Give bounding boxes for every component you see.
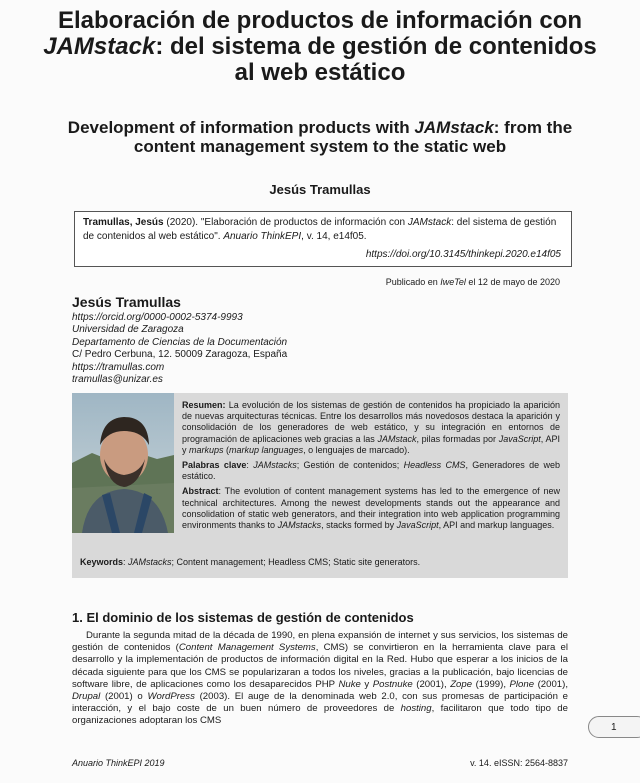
body-italic: Nuke [338, 678, 361, 690]
title-es-text: Elaboración de productos de información con [57, 7, 583, 34]
abstract-italic: JAMstacks [277, 520, 322, 531]
body-part: (2001), [534, 678, 569, 690]
author-email[interactable]: tramullas@unizar.es [72, 374, 163, 386]
palabras-part: , Generadores de web estático. [182, 460, 560, 482]
keywords-line [80, 557, 560, 567]
published-site: IweTel [440, 277, 466, 287]
author-address: C/ Pedro Cerbuna, 12. 50009 Zaragoza, España [72, 349, 288, 361]
author-name: Jesús Tramullas [72, 294, 181, 310]
body-part: , facilitaron que todo tipo de organizaciones adoptaran los CMS [72, 703, 568, 727]
abstract-part: : The evolution of content management systems has led to the emergence of new technical architectures. Among the newest developments stands out the appearance and consolidation of static web generators, and their integration into web application programming environments thanks to [182, 486, 560, 531]
palabras-part: : [246, 460, 254, 471]
keywords-italic: JAMstacks [128, 557, 172, 567]
resumen-part: , o lenguajes de marcado). [303, 444, 410, 455]
citation-box [74, 211, 572, 267]
author-photo [72, 393, 174, 533]
abstract-box [72, 393, 568, 578]
resumen-italic: markups [189, 444, 224, 455]
orcid-link[interactable]: https://orcid.org/0000-0002-5374-9993 [72, 312, 243, 323]
body-part: (2001) o [100, 691, 148, 703]
body-part: (2001), [412, 678, 451, 690]
author-info [72, 293, 287, 386]
citation-part: , v. 14, e14f05. [301, 231, 367, 242]
title-en-text: Development of information products with [67, 118, 415, 137]
resumen-italic: markup languages [229, 444, 304, 455]
citation-author: Tramullas, Jesús [83, 217, 164, 228]
footer-issn: v. 14. eISSN: 2564-8837 [470, 758, 568, 768]
abstract-italic: JavaScript [396, 520, 439, 531]
footer-journal: Anuario ThinkEPI 2019 [72, 758, 165, 768]
resumen-italic: JavaScript [498, 433, 541, 444]
body-italic: hosting [400, 703, 432, 715]
abstract-part: , API and markup languages. [438, 520, 555, 531]
resumen-italic: JAMstack [377, 433, 417, 444]
body-italic: Zope [450, 678, 473, 690]
resumen-part: ( [223, 444, 230, 455]
body-text [72, 630, 568, 728]
palabras-italic: Headless CMS [403, 460, 466, 471]
body-italic: WordPress [147, 691, 195, 703]
keywords-part: : [123, 557, 129, 567]
citation-italic: JAMstack [407, 217, 452, 228]
resumen-label: Resumen: [182, 400, 226, 410]
palabras-label: Palabras clave [182, 460, 247, 471]
page-number-badge[interactable]: 1 [588, 716, 640, 738]
abstract-label: Abstract [182, 486, 219, 497]
abstract-text [182, 400, 560, 535]
author-university: Universidad de Zaragoza [72, 324, 184, 336]
body-italic: Plone [509, 678, 535, 690]
title-es-italic: JAMstack [43, 33, 156, 60]
title-en-italic: JAMstack [414, 118, 494, 137]
published-note [386, 277, 560, 287]
author-website[interactable]: https://tramullas.com [72, 361, 165, 373]
keywords-part: ; Content management; Headless CMS; Static site generators. [171, 557, 421, 567]
published-suffix: el 12 de mayo de 2020 [465, 277, 560, 287]
title-en-text-end: : from the content management system to the static web [133, 118, 573, 156]
body-italic: Postnuke [372, 678, 413, 690]
palabras-paragraph [182, 460, 560, 482]
author-photo-graphic [72, 393, 174, 533]
palabras-italic: JAMstacks [253, 460, 297, 471]
citation-journal: Anuario ThinkEPI [223, 231, 302, 242]
published-prefix: Publicado en [385, 277, 441, 287]
body-italic: Drupal [72, 691, 101, 703]
palabras-part: ; Gestión de contenidos; [296, 460, 404, 471]
author-heading: Jesús Tramullas [269, 182, 371, 197]
body-part: y [360, 678, 373, 690]
body-part: Durante la segunda mitad de la década de 1990, en plena expansión de internet y sus servicios, los sistemas de gestión de contenidos ( [72, 630, 568, 654]
author-department: Departamento de Ciencias de la Documentación [72, 336, 288, 348]
resumen-part: , API y [182, 433, 560, 455]
body-part: , CMS) se convirtieron en la herramienta clave para el desarrollo y la implementación de productos de información digital en la Red. Hubo que esperar a los inicios de la década siguiente para que los CMS se popularizaran a todos los niveles, gracias a la publicación, bajo licencias de software libre, de aplicaciones como los desaparecidos PHP [72, 642, 568, 690]
citation-part: : del sistema de gestión de contenidos al web estático". [83, 217, 557, 242]
body-italic: Content Management Systems [178, 642, 316, 654]
body-part: (2003). El auge de la denominada web 2.0, con sus promesas de participación e interacción, y el bajo coste de un buen número de proveedores de [72, 691, 568, 715]
abstract-paragraph [182, 486, 560, 531]
title-es-text-end: : del sistema de gestión de contenidos al web estático [155, 33, 597, 86]
resumen-paragraph [182, 400, 560, 456]
keywords-label: Keywords [80, 557, 124, 567]
citation-part: (2020). "Elaboración de productos de información con [163, 217, 408, 228]
citation-text [83, 217, 556, 242]
resumen-part: La evolución de los sistemas de gestión de contenidos ha propiciado la aparición de nuevas arquitecturas técnicas. Entre los desarrollos más novedosos destaca la aparición y consolidación de los generadores de web estático, y su integración en entornos de programación de aplicaciones web gracias a las [182, 400, 560, 444]
title-spanish [40, 8, 600, 86]
body-part: (1999), [472, 678, 510, 690]
title-english [40, 118, 600, 156]
abstract-part: , stacks formed by [321, 520, 397, 531]
body-paragraph [72, 630, 568, 728]
section-heading: 1. El dominio de los sistemas de gestión de contenidos [72, 610, 414, 625]
doi-link[interactable]: https://doi.org/10.3145/thinkepi.2020.e14f05 [365, 249, 561, 260]
resumen-part: , pilas formadas por [416, 433, 499, 444]
